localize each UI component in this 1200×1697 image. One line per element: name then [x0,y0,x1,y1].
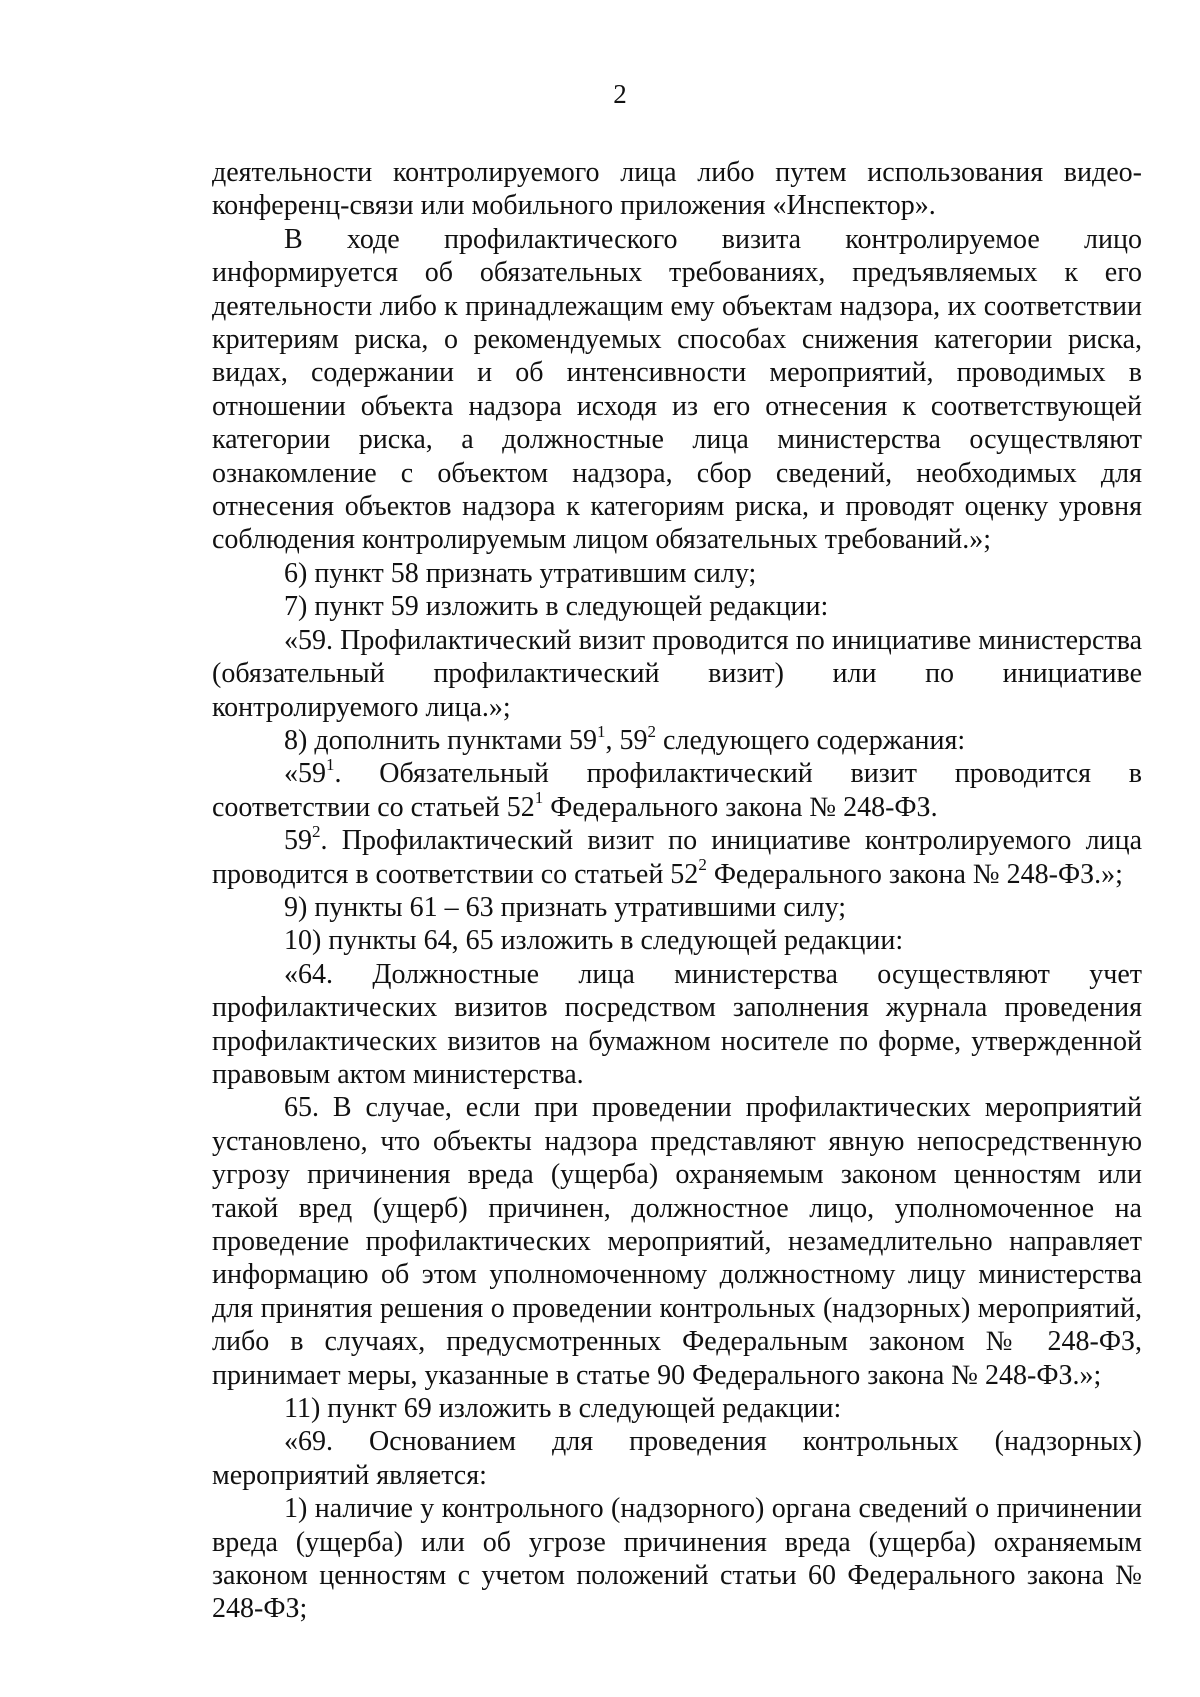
text-run: «59. Профилактический визит проводится по инициативе министерства (обязательный профилактический визит) или по инициативе контролируемого лица.»; [212,624,1142,723]
paragraph-p1 [212,156,1142,223]
text-run: 7) пункт 59 изложить в следующей редакции: [284,591,829,623]
paragraph-p5 [212,624,1142,724]
paragraph-p13 [212,1392,1142,1425]
paragraph-p8 [212,821,1142,891]
superscript: 1 [326,754,335,774]
page-number: 2 [613,79,627,109]
superscript: 1 [597,721,606,741]
text-run: 11) пункт 69 изложить в следующей редакции: [284,1393,842,1425]
text-run: «59 [284,758,326,790]
text-run: 10) пункты 64, 65 изложить в следующей редакции: [284,925,904,957]
paragraph-p4 [212,590,1142,623]
paragraph-p9 [212,891,1142,924]
text-run: 8) дополнить пунктами 59 [284,724,598,756]
paragraph-p2 [212,223,1142,557]
text-run: деятельности контролируемого лица либо путем использования видео-конференц-связи или мобильного приложения «Инспектор». [212,157,1142,222]
paragraph-p6 [212,721,1142,757]
paragraph-p11 [212,958,1142,1092]
text-run: «64. Должностные лица министерства осуществляют учет профилактических визитов посредством заполнения журнала проведения профилактических визитов на бумажном носителе по форме, утвержденной правовым актом министерства. [212,958,1142,1090]
text-run: Федерального закона № 248-ФЗ.»; [706,858,1123,890]
paragraph-p3 [212,557,1142,590]
superscript: 1 [534,788,544,808]
text-run: В ходе профилактического визита контролируемое лицо информируется об обязательных требованиях, предъявляемых к его деятельности либо к принадлежащим ему объектам надзора, их соответствии критериям риска, о рекомендуемых способах снижения категории риска, видах, содержании и об интенсивности мероприятий, проводимых в отношении объекта надзора исходя из его отнесения к соответствующей категории риска, а должностные лица министерства осуществляют ознакомление с объектом надзора, сбор сведений, необходимых для отнесения объектов надзора к категориям риска, и проводят оценку уровня соблюдения контролируемым лицом обязательных требований.»; [212,223,1142,556]
superscript: 2 [698,855,707,875]
text-run: , 59 [605,724,648,756]
text-run: 9) пункты 61 – 63 признать утратившими силу; [284,891,847,923]
text-run: . Профилактический визит по инициативе контролируемого лица проводится в соответствии со статьей 52 [212,825,1142,890]
text-run: «69. Основанием для проведения контрольных (надзорных) мероприятий является: [212,1426,1142,1491]
text-run: 59 [284,825,312,857]
document-body [212,156,1142,1626]
text-run: Федерального закона № 248-ФЗ. [543,791,938,823]
paragraph-p10 [212,924,1142,957]
paragraph-p14 [212,1425,1142,1492]
text-run: 1) наличие у контрольного (надзорного) органа сведений о причинении вреда (ущерба) или об угрозе причинения вреда (ущерба) охраняемым законом ценностям с учетом положений статьи 60 Федерального закона № 248-ФЗ; [212,1493,1142,1625]
text-run: 65. В случае, если при проведении профилактических мероприятий установлено, что объекты надзора представляют явную непосредственную угрозу причинения вреда (ущерба) охраняемым законом ценностям или такой вред (ущерб) причинен, должностное лицо, уполномоченное на проведение профилактических мероприятий, незамедлительно направляет информацию об этом уполномоченному должностному лицу министерства для принятия решения о проведении контрольных (надзорных) мероприятий, либо в случаях, предусмотренных Федеральным законом № 248-ФЗ, принимает меры, указанные в статье 90 Федерального закона № 248-ФЗ.»; [212,1092,1142,1391]
paragraph-p7 [212,754,1142,824]
text-run: следующего содержания: [656,724,966,756]
paragraph-p12 [212,1091,1142,1392]
superscript: 2 [312,821,321,841]
text-run: 6) пункт 58 признать утратившим силу; [284,557,757,589]
text-run: . Обязательный профилактический визит проводится в соответствии со статьей 52 [212,758,1142,823]
superscript: 2 [647,721,657,741]
paragraph-p15 [212,1492,1142,1626]
